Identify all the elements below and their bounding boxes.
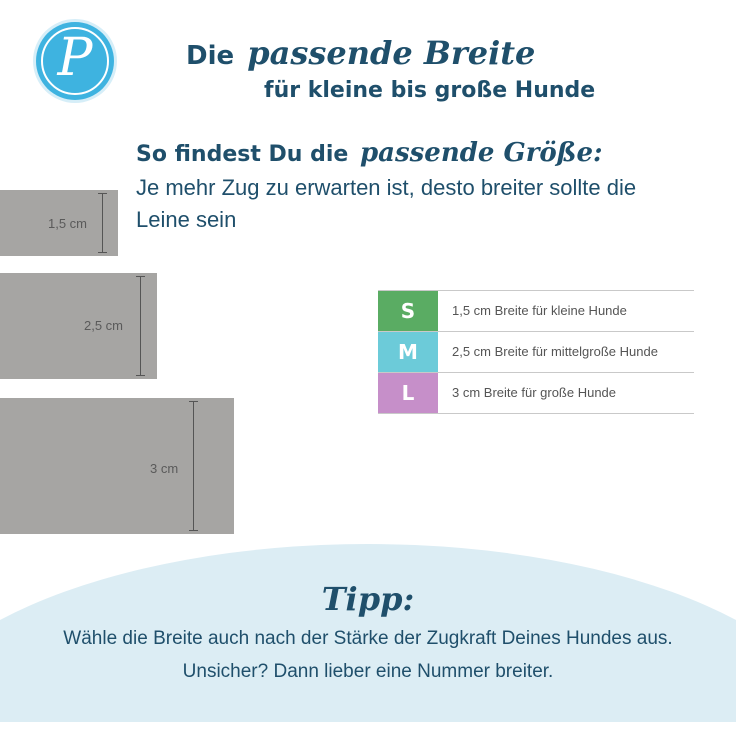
title-plain: Die: [186, 41, 235, 71]
size-badge-s: S: [378, 291, 438, 331]
size-description: 1,5 cm Breite für kleine Hunde: [452, 303, 627, 318]
strap-label: 3 cm: [150, 461, 179, 476]
strap-label: 1,5 cm: [48, 216, 88, 231]
logo-letter: P: [57, 28, 93, 88]
tip-text: Wähle die Breite auch nach der Stärke der Zugkraft Deines Hundes aus. Unsicher? Dann lieber eine Nummer breiter.: [63, 628, 673, 682]
section-heading-script: passende Größe:: [360, 138, 603, 168]
size-badge-l: L: [378, 373, 438, 413]
title-script: passende Breite: [247, 34, 536, 72]
strap-label: 2,5 cm: [84, 318, 124, 333]
page-subtitle: für kleine bis große Hunde: [264, 78, 596, 103]
size-badge-m: M: [378, 332, 438, 372]
section-heading-plain: So findest Du die: [136, 142, 349, 167]
size-description: 3 cm Breite für große Hunde: [452, 385, 617, 400]
size-description: 2,5 cm Breite für mittelgroße Hunde: [452, 344, 658, 359]
tip-title: Tipp:: [321, 580, 415, 618]
description-text: Je mehr Zug zu erwarten ist, desto breiter sollte die Leine sein: [136, 175, 637, 232]
